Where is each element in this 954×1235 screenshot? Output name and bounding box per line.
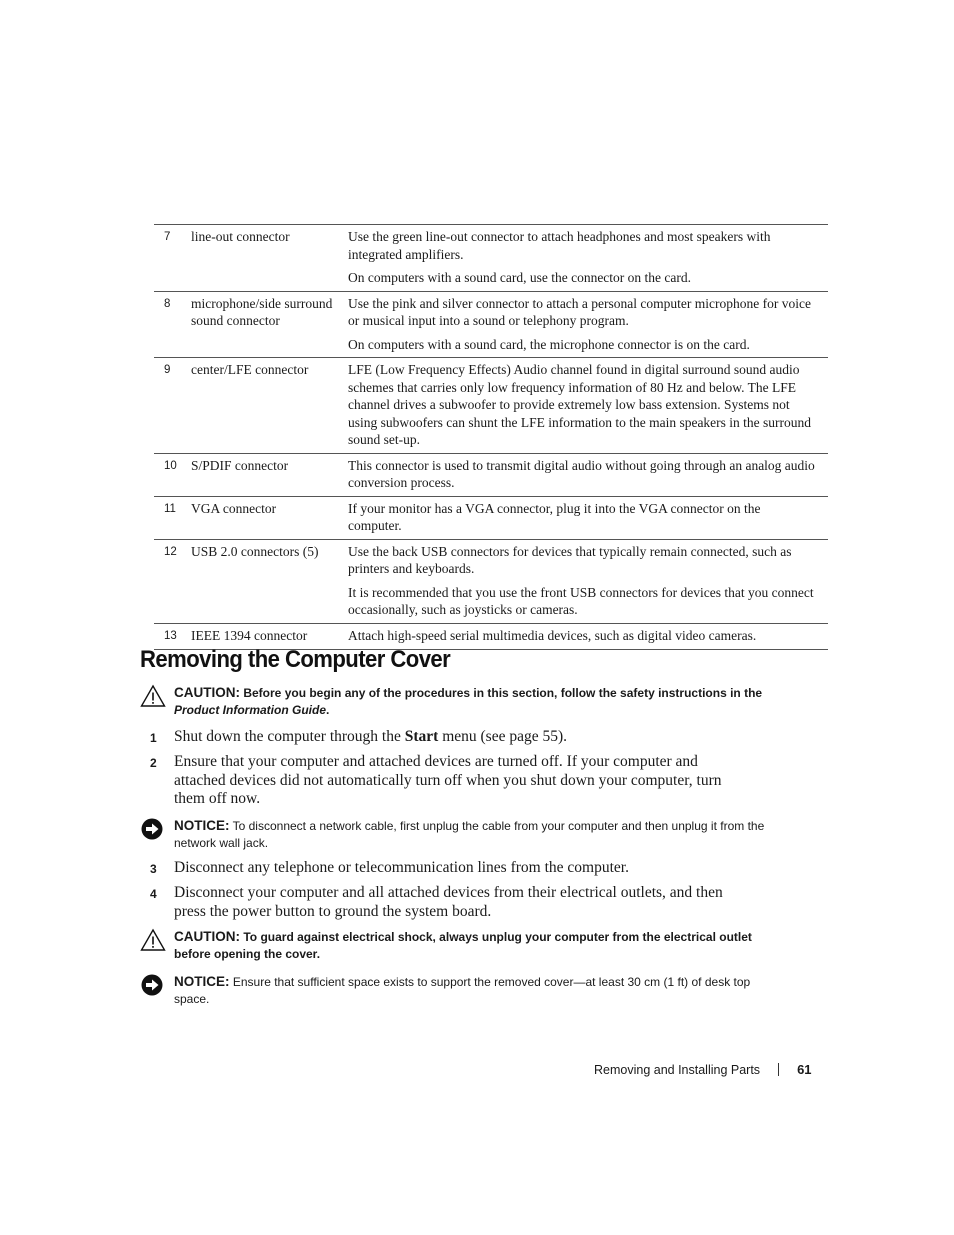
connector-number: 8 (164, 297, 171, 310)
connector-description (348, 499, 816, 535)
warning-triangle-icon (140, 928, 166, 952)
table-row (154, 540, 828, 624)
caution-guide-title: Product Information Guide (174, 703, 326, 717)
notice-arrow-icon (140, 817, 166, 841)
description-paragraph: Attach high-speed serial multimedia devices, such as digital video cameras. (348, 627, 757, 643)
step-text: Disconnect any telephone or telecommunication lines from the computer. (174, 859, 629, 876)
description-paragraph: LFE (Low Frequency Effects) Audio channel found in digital surround sound audio schemes that carries only low frequency information of 80 Hz and below. The LFE channel drives a subwoofer to provide extremely low bass extension. Systems not using subwoofers can shunt the LFE information to the main speakers in the surround sound set-up. (348, 362, 812, 447)
table-row (154, 292, 828, 359)
start-menu-name: Start (404, 728, 439, 745)
step-number: 4 (150, 887, 157, 901)
caution-text: Before you begin any of the procedures in this section, follow the safety instructions in the (243, 686, 763, 700)
connector-number: 9 (164, 364, 171, 376)
connector-description (348, 360, 816, 449)
connector-description (348, 456, 816, 492)
caution-note-shock (140, 928, 780, 963)
notice-text: Ensure that sufficient space exists to support the removed cover—at least 30 cm (1 ft) of desk top space. (174, 975, 751, 1006)
connector-number: 12 (164, 545, 177, 558)
description-paragraph: On computers with a sound card, the microphone connector is on the card. (348, 336, 750, 352)
step-number: 2 (150, 756, 157, 770)
caution-label: CAUTION: (174, 685, 240, 700)
description-paragraph: It is recommended that you use the front USB connectors for devices that you connect occasionally, such as joysticks or cameras. (348, 584, 814, 617)
connector-name: USB 2.0 connectors (5) (191, 543, 319, 559)
step-4 (150, 884, 750, 921)
connector-description (348, 227, 816, 287)
step-number: 3 (150, 862, 157, 876)
connector-description (348, 626, 816, 646)
table-row (154, 497, 828, 540)
warning-triangle-icon (140, 684, 166, 708)
connector-name: IEEE 1394 connector (191, 627, 308, 643)
description-paragraph: Use the pink and silver connector to attach a personal computer microphone for voice or musical input into a sound or telephony program. (348, 295, 811, 328)
connector-name: center/LFE connector (191, 362, 309, 377)
caution-label: CAUTION: (174, 929, 240, 944)
connector-description (348, 294, 816, 354)
notice-label: NOTICE: (174, 818, 230, 833)
caution-text: To guard against electrical shock, always unplug your computer from the electrical outlet before opening the cover. (174, 930, 752, 961)
connector-name: S/PDIF connector (191, 457, 289, 473)
section-title: Removing the Computer Cover (140, 646, 451, 673)
connector-name: microphone/side surround sound connector (191, 295, 333, 328)
step-text-end: menu (see page 55). (442, 728, 568, 745)
page-footer (594, 1062, 824, 1077)
table-row (154, 225, 828, 292)
connector-number: 13 (164, 629, 177, 642)
description-paragraph: Use the green line-out connector to attach headphones and most speakers with integrated amplifiers. (348, 229, 771, 262)
step-2 (150, 753, 750, 809)
connector-number: 10 (164, 459, 177, 472)
notice-text: To disconnect a network cable, first unplug the cable from your computer and then unplug it from the network wall jack. (174, 819, 765, 850)
footer-divider (778, 1063, 779, 1076)
connector-name: line-out connector (191, 229, 290, 244)
caution-note-safety (140, 684, 780, 719)
description-paragraph: Use the back USB connectors for devices that typically remain connected, such as printers and keyboards. (348, 543, 792, 576)
caution-end: . (326, 703, 330, 717)
step-3 (150, 859, 750, 879)
connector-description (348, 542, 816, 619)
description-paragraph: On computers with a sound card, use the connector on the card. (348, 270, 692, 285)
step-text: Shut down the computer through the (174, 728, 401, 745)
description-paragraph: If your monitor has a VGA connector, plug it into the VGA connector on the computer. (348, 500, 761, 533)
notice-label: NOTICE: (174, 974, 230, 989)
step-text: Ensure that your computer and attached devices are turned off. If your computer and attached devices did not automatically turn off when you shut down your computer, turn them off now. (174, 753, 722, 807)
connector-number: 11 (164, 502, 176, 515)
description-paragraph: This connector is used to transmit digital audio without going through an analog audio conversion process. (348, 457, 815, 490)
footer-section-name: Removing and Installing Parts (594, 1062, 761, 1077)
connector-name: VGA connector (191, 500, 277, 516)
notice-arrow-icon (140, 973, 166, 997)
step-text: Disconnect your computer and all attached devices from their electrical outlets, and then press the power button to ground the system board. (174, 884, 723, 920)
table-row (154, 358, 828, 454)
step-1 (150, 728, 750, 748)
connector-table (154, 224, 828, 650)
page-number: 61 (797, 1062, 812, 1077)
table-row (154, 454, 828, 497)
notice-desk-space (140, 973, 780, 1008)
notice-network-cable (140, 817, 780, 852)
step-number: 1 (150, 731, 157, 745)
connector-number: 7 (164, 231, 171, 243)
